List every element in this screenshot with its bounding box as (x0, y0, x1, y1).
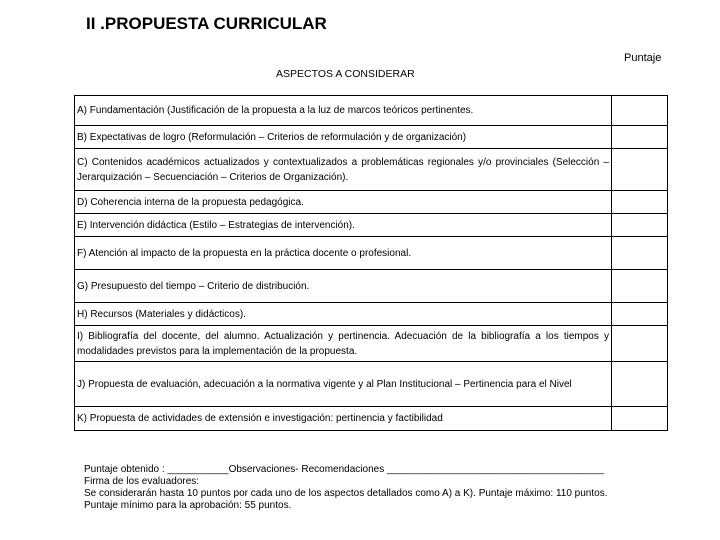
puntaje-minimo-note: Puntaje mínimo para la aprobación: 55 puntos. (84, 500, 292, 511)
score-cell[interactable] (612, 362, 668, 407)
score-cell[interactable] (612, 149, 668, 191)
criterion-text: J) Propuesta de evaluación, adecuación a la normativa vigente y al Plan Institucional – Pertinencia para el Nivel (77, 378, 572, 390)
score-cell[interactable] (612, 237, 668, 270)
criterion-text: B) Expectativas de logro (Reformulación – Criterios de reformulación y de organización) (77, 131, 467, 143)
criterion-row-a (75, 96, 668, 126)
criterion-row-d (75, 191, 668, 214)
criterion-row-b (75, 126, 668, 149)
score-cell[interactable] (612, 191, 668, 214)
criterion-row-e (75, 214, 668, 237)
criterion-row-f (75, 237, 668, 270)
criterion-row-i (75, 326, 668, 362)
criterion-text: C) Contenidos académicos actualizados y contextualizados a problemáticas regionales y/o provinciales (Selección – Jerarquización – Secuenciación – Criterios de Organización). (77, 156, 609, 183)
criterion-row-j (75, 362, 668, 407)
criterion-text: H) Recursos (Materiales y didácticos). (77, 308, 246, 320)
criterion-text: G) Presupuesto del tiempo – Criterio de distribución. (77, 280, 310, 292)
criteria-table (74, 95, 668, 431)
criterion-text: I) Bibliografía del docente, del alumno. Actualización y pertinencia. Adecuación de la bibliografía a los tiempos y modalidades previstos para la implementación de la propuesta. (77, 330, 609, 357)
score-cell[interactable] (612, 270, 668, 303)
firma-evaluadores-line: Firma de los evaluadores: (84, 476, 200, 487)
criterion-row-g (75, 270, 668, 303)
puntaje-maximo-note: Se considerarán hasta 10 puntos por cada uno de los aspectos detallados como A) a K). Puntaje máximo: 110 puntos. (84, 488, 608, 499)
criterion-text: F) Atención al impacto de la propuesta en la práctica docente o profesional. (77, 247, 412, 259)
score-cell[interactable] (612, 326, 668, 362)
page-title: II .PROPUESTA CURRICULAR (86, 14, 327, 33)
score-cell[interactable] (612, 96, 668, 126)
score-cell[interactable] (612, 214, 668, 237)
puntaje-obtenido-line: Puntaje obtenido : ___________Observaciones- Recomendaciones _______________________________________ (84, 464, 604, 475)
score-cell[interactable] (612, 303, 668, 326)
puntaje-column-header: Puntaje (624, 52, 662, 64)
criterion-row-k (75, 407, 668, 431)
criterion-text: A) Fundamentación (Justificación de la propuesta a la luz de marcos teóricos pertinentes. (77, 105, 474, 116)
criterion-row-c (75, 149, 668, 191)
criterion-text: E) Intervención didáctica (Estilo – Estrategias de intervención). (77, 219, 355, 231)
criterion-text: K) Propuesta de actividades de extensión e investigación: pertinencia y factibilidad (77, 413, 443, 424)
criterion-row-h (75, 303, 668, 326)
aspectos-column-header: ASPECTOS A CONSIDERAR (276, 68, 415, 80)
score-cell[interactable] (612, 407, 668, 431)
footer-notes (84, 464, 684, 512)
criterion-text: D) Coherencia interna de la propuesta pedagógica. (77, 196, 304, 208)
score-cell[interactable] (612, 126, 668, 149)
